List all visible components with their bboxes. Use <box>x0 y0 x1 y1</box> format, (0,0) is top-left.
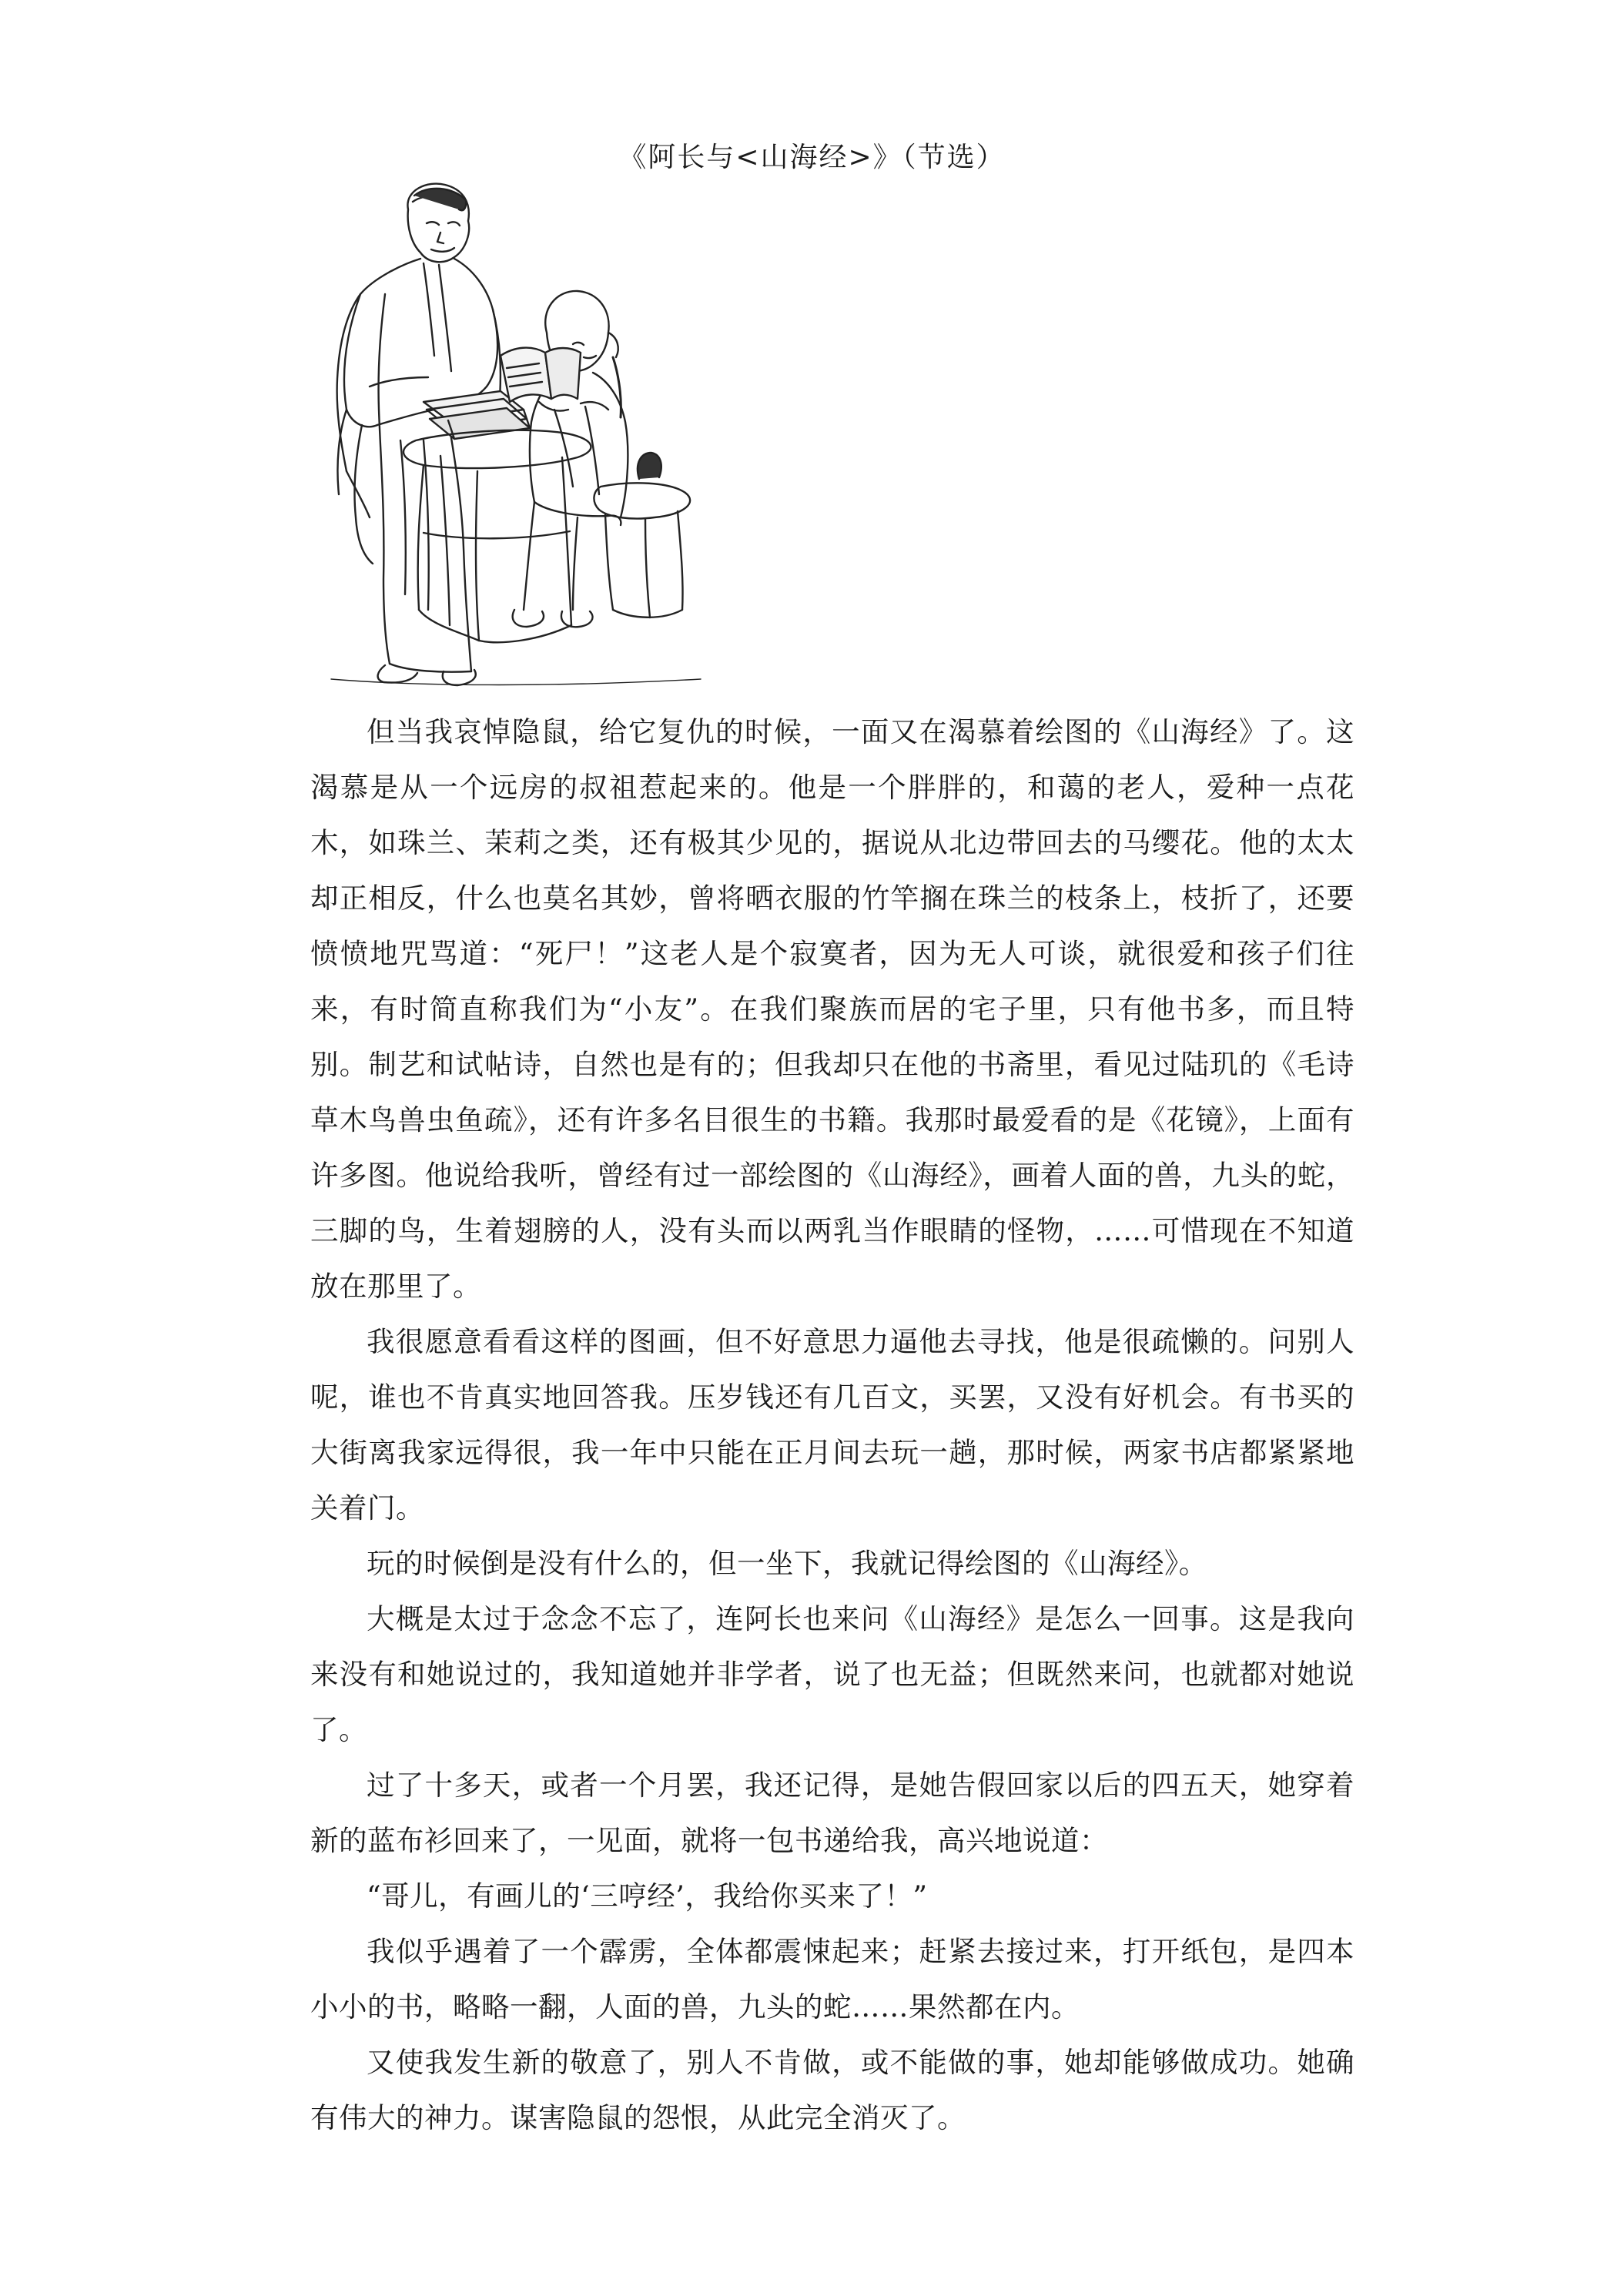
paragraph: 过了十多天，或者一个月罢，我还记得，是她告假回家以后的四五天，她穿着新的蓝布衫回来了，一见面，就将一包书递给我，高兴地说道： <box>310 1769 1354 1857</box>
paragraph: 又使我发生新的敬意了，别人不肯做，或不能做的事，她却能够做成功。她确有伟大的神力。谋害隐鼠的怨恨，从此完全消灭了。 <box>310 2046 1354 2134</box>
paragraph: 玩的时候倒是没有什么的，但一坐下，我就记得绘图的《山海经》。 <box>367 1547 1207 1580</box>
document-title: 《阿长与<山海经>》（节选） <box>618 142 1006 173</box>
illustration-ah-chang-and-boy-reading-icon <box>270 179 724 702</box>
paragraph: 我很愿意看看这样的图画，但不好意思力逼他去寻找，他是很疏懒的。问别人呢，谁也不肯真实地回答我。压岁钱还有几百文，买罢，又没有好机会。有书买的大街离我家远得很，我一年中只能在正月间去玩一趟，那时候，两家书店都紧紧地关着门。 <box>310 1325 1354 1525</box>
paragraph: 我似乎遇着了一个霹雳，全体都震悚起来；赶紧去接过来，打开纸包，是四本小小的书，略略一翻，人面的兽，九头的蛇……果然都在内。 <box>310 1935 1354 2023</box>
paragraph: 但当我哀悼隐鼠，给它复仇的时候，一面又在渴慕着绘图的《山海经》了。这渴慕是从一个远房的叔祖惹起来的。他是一个胖胖的，和蔼的老人，爱种一点花木，如珠兰、茉莉之类，还有极其少见的，据说从北边带回去的马缨花。他的太太却正相反，什么也莫名其妙，曾将晒衣服的竹竿搁在珠兰的枝条上，枝折了，还要愤愤地咒骂道：“死尸！”这老人是个寂寞者，因为无人可谈，就很爱和孩子们往来，有时简直称我们为“小友”。在我们聚族而居的宅子里，只有他书多，而且特别。制艺和试帖诗，自然也是有的；但我却只在他的书斋里，看见过陆玑的《毛诗草木鸟兽虫鱼疏》，还有许多名目很生的书籍。我那时最爱看的是《花镜》，上面有许多图。他说给我听，曾经有过一部绘图的《山海经》，画着人面的兽，九头的蛇，三脚的鸟，生着翅膀的人，没有头而以两乳当作眼睛的怪物，……可惜现在不知道放在那里了。 <box>310 715 1354 1303</box>
paragraph: “哥儿，有画儿的‘三哼经’，我给你买来了！” <box>367 1879 928 1913</box>
article-body <box>310 705 1354 2146</box>
paragraph: 大概是太过于念念不忘了，连阿长也来问《山海经》是怎么一回事。这是我向来没有和她说过的，我知道她并非学者，说了也无益；但既然来问，也就都对她说了。 <box>310 1602 1354 1746</box>
